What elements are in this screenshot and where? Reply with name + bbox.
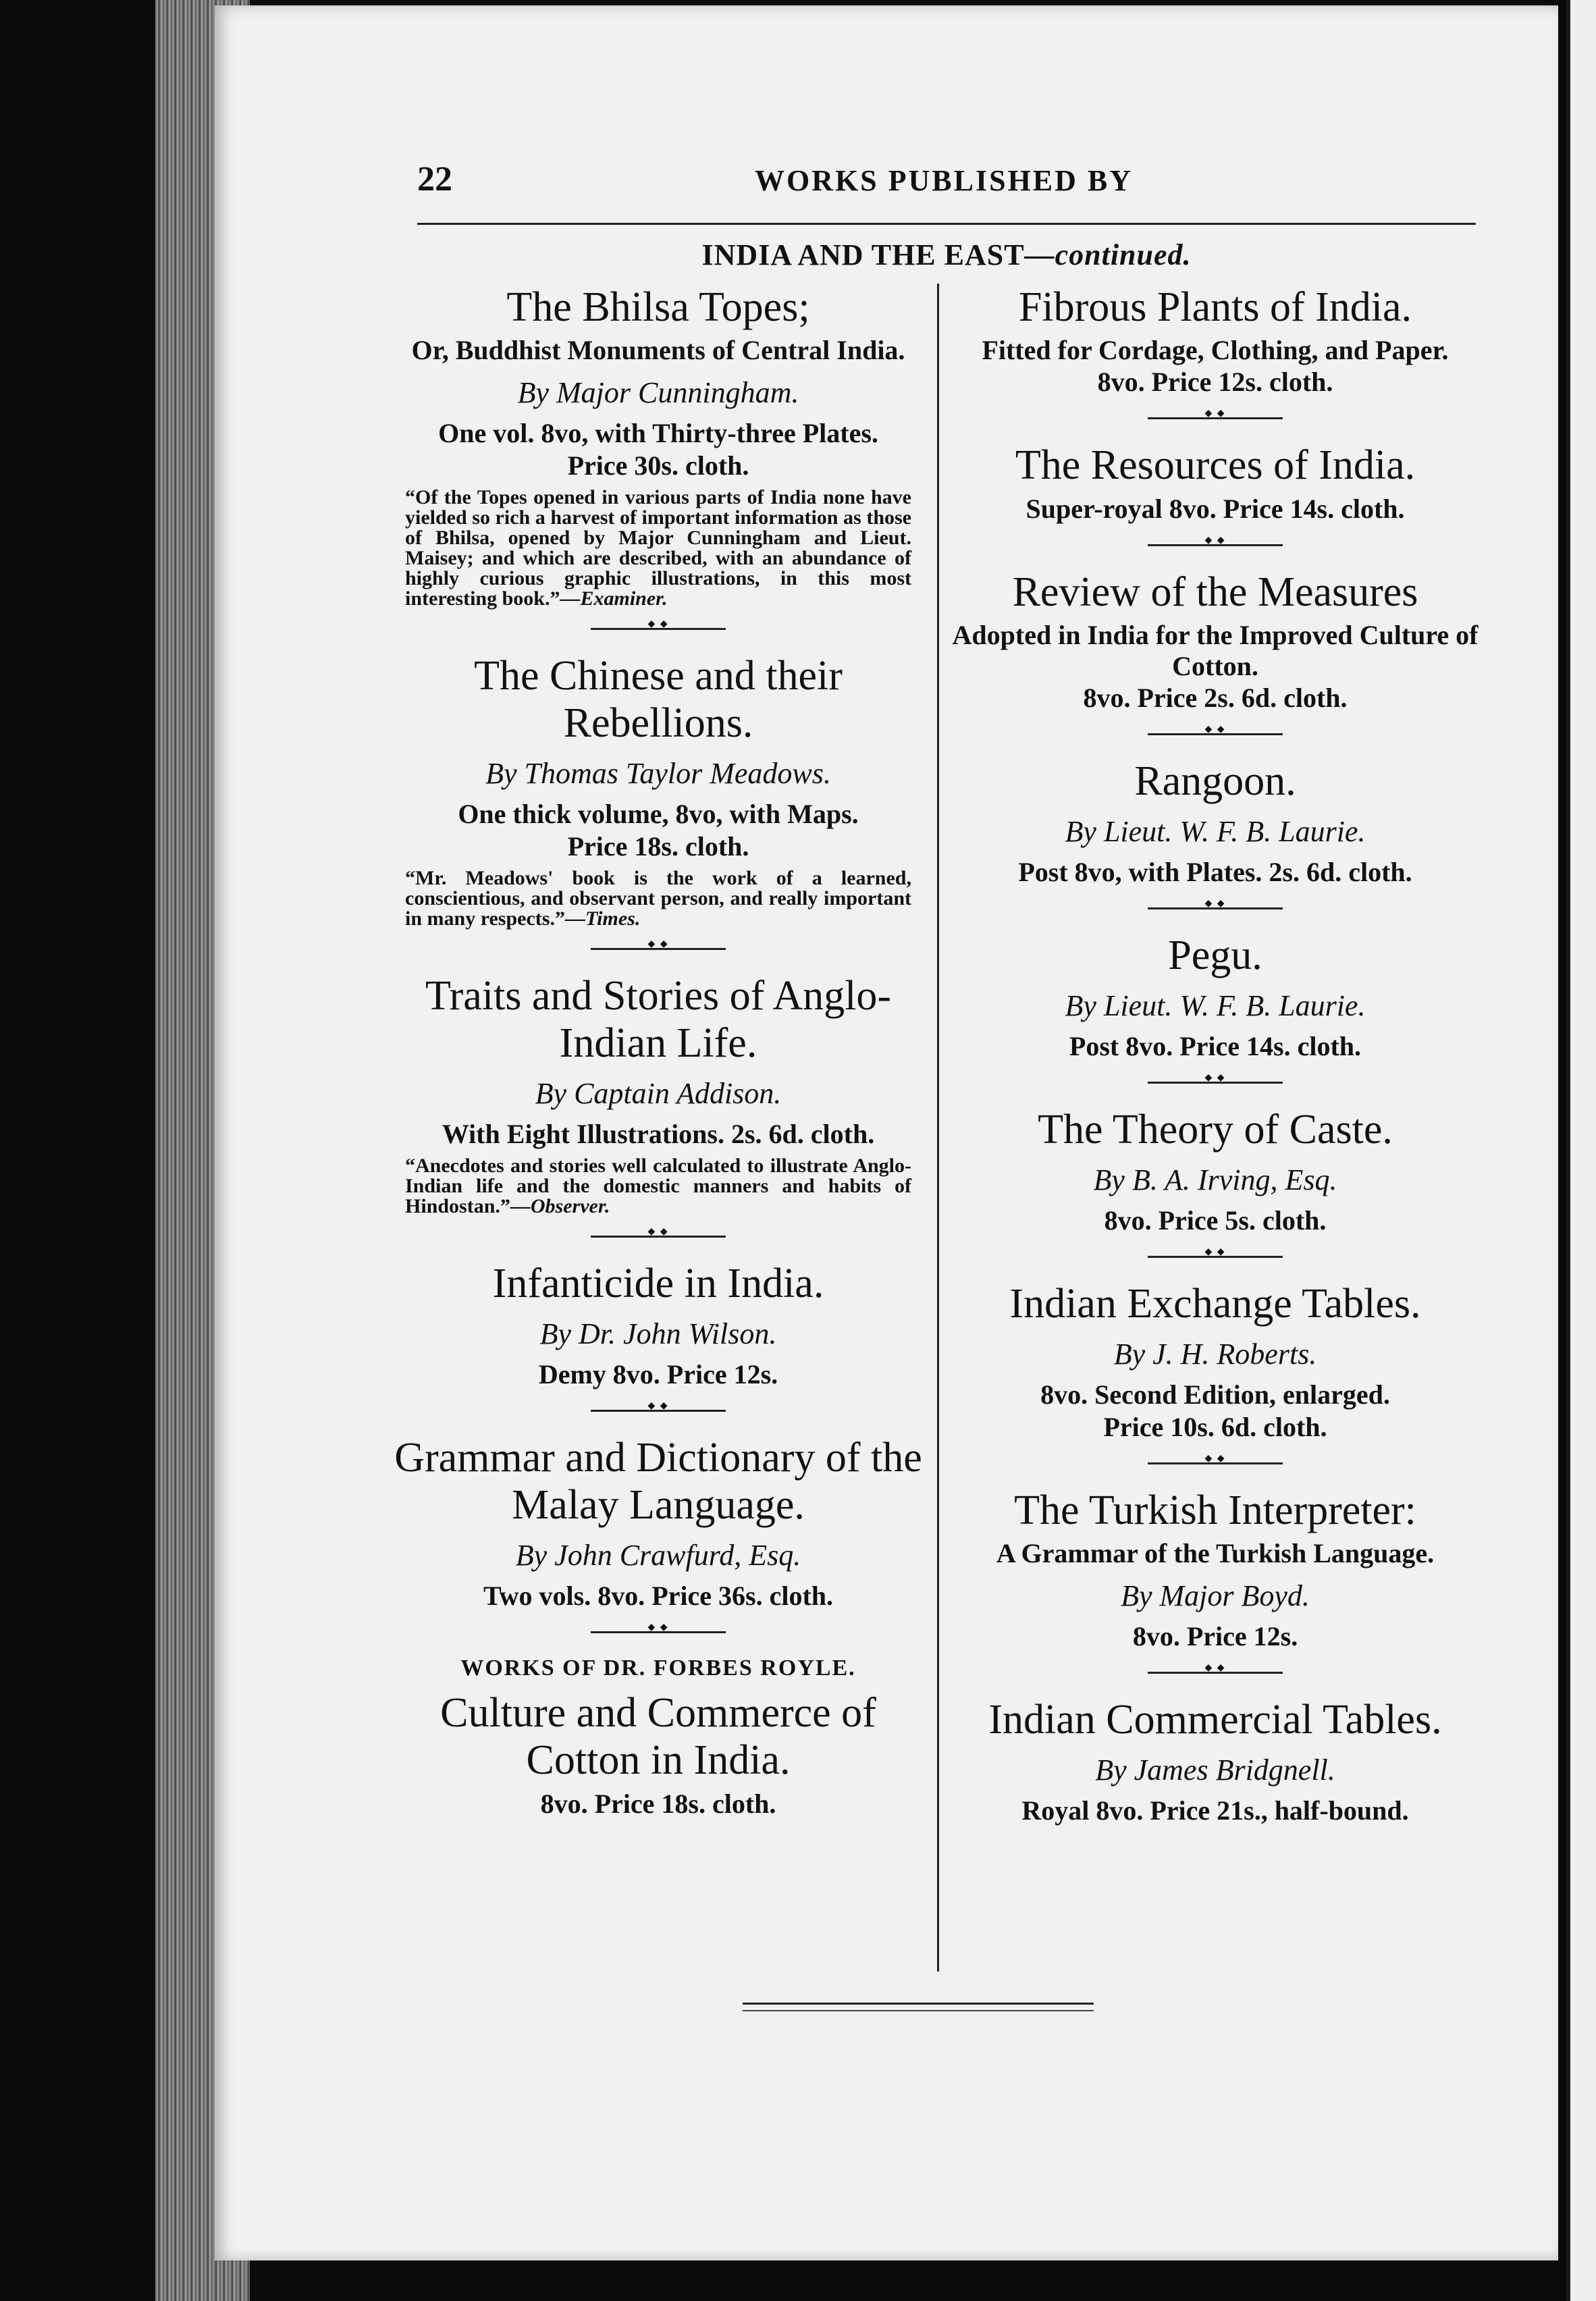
left-column: [392, 284, 925, 1820]
book-title: Review of the Measures: [1012, 569, 1418, 615]
book-title: The Chinese and their Rebellions.: [474, 653, 843, 746]
ornament-divider: [1148, 1668, 1283, 1677]
book-price: 8vo. Price 12s.: [1132, 1621, 1298, 1651]
ornament-divider: [591, 1232, 726, 1241]
book-price: Demy 8vo. Price 12s.: [538, 1359, 778, 1390]
review-source: —Observer.: [510, 1195, 610, 1217]
review-quote-text: “Of the Topes opened in various parts of India none have yielded so rich a harvest of important information as those of Bhilsa, opened by Major Cunningham and Lieut. Maisey; and which are described, with an abundance of highly curious graphic illustrations, in this most interesting book.”: [405, 486, 911, 610]
running-head: WORKS PUBLISHED BY: [754, 164, 1134, 197]
book-entry: [945, 568, 1485, 714]
book-title: Rangoon.: [1134, 758, 1296, 804]
ornament-divider: [1148, 1078, 1283, 1087]
book-title: Fibrous Plants of India.: [1018, 284, 1412, 330]
section-title: [417, 238, 1476, 272]
book-entry: [392, 652, 925, 929]
ornament-divider: [591, 1406, 726, 1415]
book-format: 8vo. Second Edition, enlarged.: [1040, 1379, 1390, 1410]
book-author: By B. A. Irving, Esq.: [1093, 1163, 1337, 1196]
review-quote: [405, 868, 911, 929]
book-title: The Bhilsa Topes;: [506, 284, 810, 330]
book-entry: [392, 1434, 925, 1612]
ornament-divider: [591, 624, 726, 633]
book-author: By Major Cunningham.: [517, 376, 799, 409]
book-author: By Dr. John Wilson.: [539, 1317, 777, 1350]
header-rule: [417, 223, 1476, 225]
book-entry: [945, 1696, 1485, 1827]
review-source: —Examiner.: [560, 587, 668, 610]
review-quote-text: “Mr. Meadows' book is the work of a learned, conscientious, and observant person, and really important in many respects.”: [405, 867, 911, 930]
book-title: The Resources of India.: [1015, 442, 1416, 488]
book-entry: [945, 442, 1485, 525]
book-price: 8vo. Price 2s. 6d. cloth.: [1083, 683, 1348, 713]
book-author: By James Bridgnell.: [1095, 1753, 1335, 1787]
author-works-heading: WORKS OF DR. FORBES ROYLE.: [460, 1656, 856, 1681]
book-entry: [945, 1106, 1485, 1237]
ornament-divider: [591, 944, 726, 953]
footer-rule: [743, 2003, 1094, 2011]
book-author: By Lieut. W. F. B. Laurie.: [1065, 815, 1366, 848]
ornament-divider: [1148, 903, 1283, 913]
page-number: 22: [417, 160, 452, 199]
book-price: 8vo. Price 18s. cloth.: [540, 1789, 776, 1819]
book-entry: [945, 932, 1485, 1063]
book-author: By J. H. Roberts.: [1113, 1338, 1317, 1371]
review-quote: [405, 1156, 911, 1217]
book-title: The Theory of Caste.: [1038, 1107, 1393, 1153]
book-author: By Thomas Taylor Meadows.: [485, 757, 831, 790]
book-entry: [945, 1280, 1485, 1444]
book-price: Post 8vo, with Plates. 2s. 6d. cloth.: [1018, 857, 1412, 887]
book-entry: [392, 284, 925, 609]
book-title: Traits and Stories of Anglo-Indian Life.: [425, 973, 892, 1066]
book-price: 8vo. Price 12s. cloth.: [1097, 367, 1333, 397]
book-title: Indian Commercial Tables.: [988, 1697, 1442, 1743]
book-price: Post 8vo. Price 14s. cloth.: [1069, 1031, 1362, 1061]
section-continued: —continued.: [1024, 238, 1192, 271]
book-author: By Captain Addison.: [535, 1077, 782, 1110]
book-entry: [392, 1260, 925, 1391]
book-subtitle: A Grammar of the Turkish Language.: [996, 1538, 1435, 1568]
review-quote-text: “Anecdotes and stories well calculated to illustrate Anglo-Indian life and the domestic manners and habits of Hindostan.”: [405, 1155, 911, 1217]
book-entry: [392, 1689, 925, 1820]
ornament-divider: [1148, 540, 1283, 550]
ornament-divider: [591, 1627, 726, 1637]
book-title: The Turkish Interpreter:: [1014, 1487, 1416, 1533]
facing-page-edge: [1566, 0, 1596, 2301]
review-source: —Times.: [564, 907, 641, 930]
book-price: Price 18s. cloth.: [567, 831, 749, 862]
book-entry: [392, 972, 925, 1217]
right-column: [945, 284, 1485, 1827]
book-price: With Eight Illustrations. 2s. 6d. cloth.: [442, 1119, 875, 1149]
review-quote: [405, 487, 911, 609]
column-divider: [937, 284, 939, 1972]
book-subtitle: Adopted in India for the Improved Culture of Cotton.: [952, 620, 1479, 681]
book-title: Pegu.: [1168, 932, 1262, 978]
book-title: Indian Exchange Tables.: [1009, 1281, 1421, 1327]
book-price: 8vo. Price 5s. cloth.: [1104, 1205, 1327, 1236]
book-price: Price 10s. 6d. cloth.: [1103, 1412, 1327, 1442]
book-author: By Major Boyd.: [1121, 1579, 1310, 1612]
ornament-divider: [1148, 1252, 1283, 1261]
book-format: One thick volume, 8vo, with Maps.: [458, 799, 859, 829]
book-price: Price 30s. cloth.: [567, 450, 749, 481]
book-title: Infanticide in India.: [492, 1261, 824, 1306]
book-price: Royal 8vo. Price 21s., half-bound.: [1021, 1795, 1409, 1826]
book-entry: [945, 1487, 1485, 1653]
ornament-divider: [1148, 729, 1283, 739]
book-subtitle: Fitted for Cordage, Clothing, and Paper.: [982, 335, 1449, 365]
book-entry: [945, 758, 1485, 889]
book-author: By John Crawfurd, Esq.: [515, 1539, 801, 1572]
book-title: Culture and Commerce of Cotton in India.: [440, 1690, 876, 1783]
book-price: Two vols. 8vo. Price 36s. cloth.: [483, 1581, 834, 1611]
book-entry: [945, 284, 1485, 398]
book-title: Grammar and Dictionary of the Malay Language.: [394, 1435, 922, 1528]
book-subtitle: Or, Buddhist Monuments of Central India.: [411, 335, 905, 365]
ornament-divider: [1148, 1458, 1283, 1468]
page-header: [417, 159, 1470, 213]
book-format: One vol. 8vo, with Thirty-three Plates.: [438, 418, 878, 448]
ornament-divider: [1148, 413, 1283, 423]
section-title-text: INDIA AND THE EAST: [701, 238, 1025, 271]
book-price: Super-royal 8vo. Price 14s. cloth.: [1026, 494, 1405, 524]
book-author: By Lieut. W. F. B. Laurie.: [1065, 989, 1366, 1022]
